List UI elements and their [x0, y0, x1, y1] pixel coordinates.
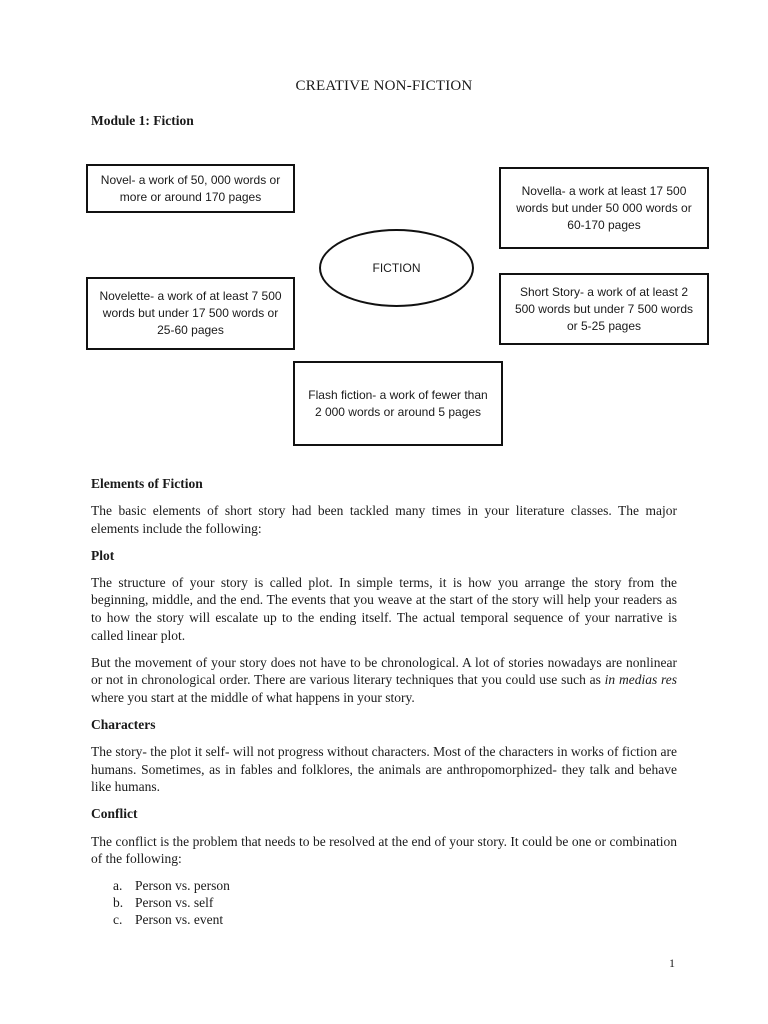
fiction-label: FICTION: [372, 261, 421, 275]
novella-text: Novella- a work at least 17 500 words but under 50 000 words or 60-170 pages: [516, 183, 692, 232]
plot-p2-italic: in medias res: [604, 672, 678, 688]
list-marker: c.: [113, 912, 123, 928]
list-item: [113, 877, 677, 894]
plot-heading: Plot: [91, 547, 115, 563]
novel-box: [86, 164, 295, 213]
plot-paragraph-1: The structure of your story is called plot. In simple terms, it is how you arrange the story from the beginning, middle, and the end. The events that you weave at the start of the story will help your readers as to how the story will escalate up to the ending itself. The actual temporal sequence of your narrative is called linear plot.: [91, 574, 677, 643]
list-item: [113, 894, 677, 911]
fiction-ellipse: [319, 229, 474, 307]
characters-paragraph: The story- the plot it self- will not progress without characters. Most of the characters in works of fiction are humans. Sometimes, as in fables and folklores, the animals are anthropomorphized- they talk and behave like humans.: [91, 744, 677, 795]
page-number: 1: [669, 956, 675, 970]
short-story-text: Short Story- a work of at least 2 500 words but under 7 500 words or 5-25 pages: [514, 284, 694, 333]
document-title: CREATIVE NON-FICTION: [295, 78, 473, 94]
characters-heading: Characters: [91, 717, 156, 733]
short-story-box: [499, 273, 709, 345]
list-item: [113, 911, 677, 928]
flash-fiction-box: [293, 361, 503, 446]
novella-box: [499, 167, 709, 249]
list-item-text: Person vs. self: [135, 895, 214, 911]
plot-p2-after: where you start at the middle of what happens in your story.: [91, 689, 415, 705]
list-item-text: Person vs. event: [135, 912, 224, 928]
novelette-box: [86, 277, 295, 350]
novelette-text: Novelette- a work of at least 7 500 words but under 17 500 words or 25-60 pages: [99, 289, 282, 337]
list-marker: b.: [113, 895, 124, 911]
novel-text: Novel- a work of 50, 000 words or more or around 170 pages: [100, 172, 281, 204]
list-item-text: Person vs. person: [135, 878, 230, 894]
conflict-paragraph: The conflict is the problem that needs to be resolved at the end of your story. It could be one or combination of the following:: [91, 833, 677, 867]
elements-intro: The basic elements of short story had been tackled many times in your literature classes. The major elements include the following:: [91, 503, 677, 536]
conflict-list: [113, 877, 677, 928]
body-content: [91, 475, 677, 928]
conflict-heading: Conflict: [91, 806, 138, 822]
module-title: Module 1: Fiction: [91, 113, 194, 128]
plot-paragraph-2: [91, 654, 677, 707]
flash-fiction-text: Flash fiction- a work of fewer than 2 000 words or around 5 pages: [308, 387, 488, 419]
list-marker: a.: [113, 878, 123, 894]
elements-heading: Elements of Fiction: [91, 476, 203, 491]
plot-p2-before: But the movement of your story does not have to be chronological. A lot of stories nowadays are nonlinear or not in chronological order. There are various literary techniques that you could use such as: [91, 654, 677, 688]
